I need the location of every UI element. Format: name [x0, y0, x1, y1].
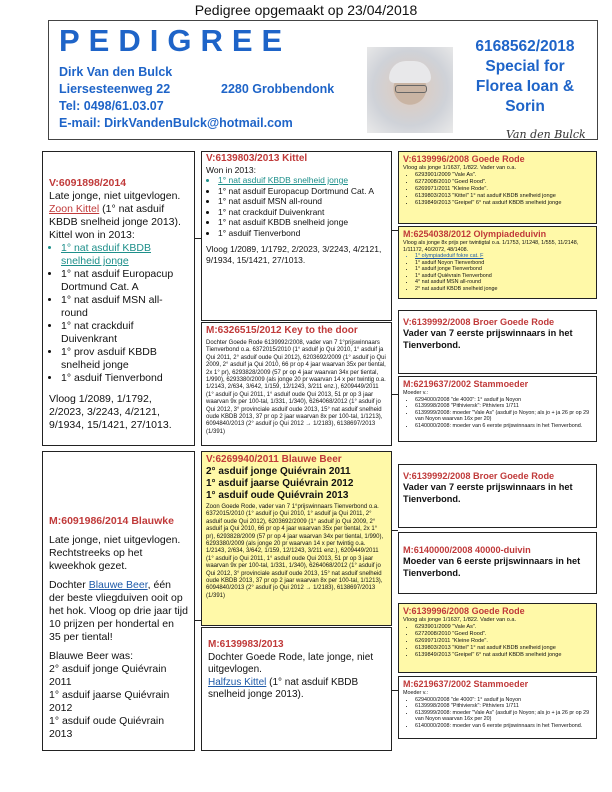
grandfather-maternal-card: [201, 451, 392, 626]
g4-offspring: • 6139998/2008 "Pithiviersk": Pithiviers 1/711: [415, 403, 592, 410]
pedigree-header: [48, 20, 598, 140]
gf-win: • 1° nat crackduif Duivenkrant: [218, 207, 387, 218]
great-grand-1-card: [398, 151, 597, 224]
father-title: V:6091898/2014: [49, 177, 127, 189]
connector: [391, 230, 398, 231]
g4-offspring: • 6139999/2008: moeder "Vale As" (asduif jo Noyon; als jo + ja 26 pr op 29 van Noyon waarvan 16x per 20): [415, 410, 592, 423]
g4-offspring: • 6294000/2008 "de 4000": 1° asduif ja Noyon: [415, 397, 592, 404]
g1-offspring: • 6272008/2010 "Goed Rood".: [415, 179, 592, 186]
g2-win: • 1° olympiadeduif fokre cat. F: [415, 253, 592, 260]
g2-text: Vloog als jonge 8x prijs per twintigtal o.a. 1/1753, 1/1248, 1/555, 11/2148, 1/11172, 40/2072, 48/1408.: [403, 240, 579, 253]
gf-win: • 1° nat asduif KBDB snelheid jonge: [218, 217, 387, 228]
breeder-email[interactable]: E-mail: DirkVandenBulck@hotmail.com: [59, 116, 293, 130]
great-grand-2-card: [398, 226, 597, 299]
mother-win: 2° asduif jonge Quiévrain 2011: [49, 663, 167, 688]
father-info: Late jonge, niet uitgevlogen.: [49, 190, 181, 202]
father-won-label: Kittel won in 2013:: [49, 229, 135, 241]
breeder-city: 2280 Grobbendonk: [221, 82, 335, 96]
g1-offspring: • 6139803/2013 "Kittel" 1° nat asduif KBDB snelheid jonge: [415, 193, 592, 200]
gf-win: • 1° asduif Tienverbond: [218, 228, 387, 239]
g2-win: • 4° nat asduif MSN all-round: [415, 279, 592, 286]
g2-title: M:6254038/2012 Olympiadeduivin: [403, 229, 547, 239]
father-win: • 1° nat asduif KBDB snelheid jonge: [61, 242, 188, 268]
g2-win: • 1° asduif Noyon Tienverbond: [415, 260, 592, 267]
breeder-phone: Tel: 0498/61.03.07: [59, 99, 164, 113]
mgm-title: M:6139983/2013: [208, 639, 284, 650]
g7-offspring: • 6272008/2010 "Goed Rood".: [415, 631, 592, 638]
mother-was-label: Blauwe Beer was:: [49, 650, 134, 662]
mother-info: Late jonge, niet uitgevlogen. Rechtstreeks op het kweekhok gezet.: [49, 534, 181, 572]
great-grand-5-card: [398, 464, 597, 528]
g8-offspring: • 6140000/2008: moeder van 6 eerste prijswinnaars in het Tienverbond.: [415, 723, 592, 730]
g1-offspring: • 6139849/2013 "Greipel" 6° nat asduif KBDB snelheid jonge: [415, 200, 592, 207]
mother-note: , één der beste vliegduiven ooit op het hok. Vloog op drie jaar tijd 10 prijzen per hondertal en 35 per tiental!: [49, 579, 188, 643]
father-win: • 1° asduif Tienverbond: [61, 372, 188, 385]
g5-title: V:6139992/2008 Broer Goede Rode: [403, 471, 555, 481]
gf-won-label: Won in 2013:: [206, 164, 256, 175]
g7-offspring: • 6139803/2013 "Kittel" 1° nat asduif KBDB snelheid jonge: [415, 645, 592, 652]
gf-results: Vloog 1/2089, 1/1792, 2/2023, 3/2243, 4/2121, 9/1934, 15/1421, 27/1013.: [206, 244, 382, 265]
g4-title: M:6219637/2002 Stammoeder: [403, 379, 529, 389]
father-link-note: (1° nat asduif KBDB snelheid jonge 2013).: [49, 203, 181, 228]
grandmother-maternal-card: [201, 627, 392, 751]
mgf-win: 1° asduif oude Quiévrain 2013: [206, 490, 349, 501]
g1-offspring: • 6269971/2011 "Kleine Rode".: [415, 186, 592, 193]
grandmother-paternal-card: [201, 322, 392, 446]
great-grand-6-card: [398, 532, 597, 594]
g4-offspring: • 6140000/2008: moeder van 6 eerste prijswinnaars in het Tienverbond.: [415, 423, 592, 430]
mgf-text: Zoon Goede Rode, vader van 7 1°prijswinnaars Tienverbond o.a. 6372015/2010 (1° asduif jo Qui 2010, 1° asduif ja Qui 2011, 2° asduif oude Qui 2012), 6203692/2009 (1° asduif jo Qui 2009, 2° asduif ja Qui 2010, 66 pr op 4 jaar waarvan 35x per tiental, 2x 1° pr), 6293828/2009 (57 pr op 4 jaar waarvan 34x per tiental, 1/990), 6293380/2009 (als jonge 20 pr waarvan 14 x per twintig o.a. 1/2143, 2/634, 3/642, 1/159, 12/1243, 3/211 enz.), 6209449/2011 (1° asduif jo Qui 2011, 1° asduif oude Qui 2013, 51 pr op 3 jaar waarvan 9x per 100-tal, 1/331, 1/340), 6264068/2012 (1° asduif jo Qui 2012, 3° provinciale asduif oude 2013, 15° nat asduif snelheid oude KBDB 2013, 37 pr op 2 jaar waarvan 8x per 100-tal, 1/1213), 6094840/2013 (2° asduif jo Qui 2012 → 1/2183), 6138697/2013 (1/391): [206, 504, 384, 599]
special-line-3: Sorin: [505, 98, 545, 115]
mother-card: [42, 451, 195, 751]
great-grand-7-card: [398, 603, 597, 673]
g7-offspring: • 6139849/2013 "Greipel" 6° nat asduif KBDB snelheid jonge: [415, 652, 592, 659]
mother-title: M:6091986/2014 Blauwke: [49, 515, 174, 527]
mgf-win: 1° asduif jaarse Quiévrain 2012: [206, 478, 354, 489]
great-grand-8-card: [398, 676, 597, 739]
g3-text: Vader van 7 eerste prijswinnaars in het Tienverbond.: [403, 328, 573, 350]
father-card: [42, 151, 195, 446]
father-win: • 1° nat asduif Europacup Dortmund Cat. A: [61, 268, 188, 294]
father-win: • 1° prov asduif KBDB snelheid jonge: [61, 346, 188, 372]
breeder-street: Liersesteenweg 22: [59, 82, 171, 96]
great-grand-3-card: [398, 310, 597, 374]
g8-title: M:6219637/2002 Stammoeder: [403, 679, 529, 689]
pedigree-heading: PEDIGREE: [59, 23, 292, 58]
special-line-2: Florea Ioan &: [475, 78, 575, 95]
gm-text: Dochter Goede Rode 6139992/2008, vader van 7 1°prijswinnaars Tienverbond o.a. 6372015/2010 (1° asduif jo Qui 2010, 1° asduif ja Qui 2011, 2° asduif oude Qui 2012), 6203692/2009 (1° asduif jo Qui 2009, 2° asduif ja Qui 2010, 66 pr op 4 jaar waarvan 35x per tiental, 2x 1° pr), 6293828/2009 (57 pr op 4 jaar waarvan 34x per tiental, 1/990), 6293380/2009 (als jonge 20 pr waarvan 14 x per twintig o.a. 1/2143, 2/634, 3/642, 1/159, 12/1243, 3/211 enz.), 6209449/2011 (1° asduif jo Qui 2011, 1° asduif oude Qui 2013, 51 pr op 3 jaar waarvan 9x per 100-tal, 1/331, 1/340), 6264068/2012 (1° asduif jo Qui 2012, 3° provinciale asduif oude 2013, 15° nat asduif snelheid oude KBDB 2013, 37 pr op 2 jaar waarvan 8x per 100-tal, 1/1213), 6094840/2013 (2° asduif jo Qui 2012 → 1/2183), 6138697/2013 (1/391): [206, 340, 386, 435]
document-title: Pedigree opgemaakt op 23/04/2018: [194, 2, 418, 18]
mgm-link-note: (1° nat asduif KBDB snelheid jonge 2013).: [208, 676, 359, 700]
father-win: • 1° nat crackduif Duivenkrant: [61, 320, 188, 346]
gm-title: M:6326515/2012 Key to the door: [206, 325, 358, 336]
gf-win: • 1° nat asduif Europacup Dortmund Cat. A: [218, 186, 387, 197]
father-results: Vloog 1/2089, 1/1792, 2/2023, 3/2243, 4/2121, 9/1934, 15/1421, 27/1013.: [49, 393, 172, 431]
g8-offspring: • 6139998/2008 "Pithiviersk": Pithiviers 1/711: [415, 703, 592, 710]
gf-win: • 1° nat asduif MSN all-round: [218, 196, 387, 207]
connector: [391, 690, 398, 691]
g6-text: Moeder van 6 eerste prijswinnaars in het Tienverbond.: [403, 556, 581, 578]
ring-number: 6168562/2018: [475, 38, 575, 55]
g4-mother-of: Moeder v.:: [403, 390, 429, 396]
g8-offspring: • 6294000/2008 "de 4000": 1° asduif ja Noyon: [415, 697, 592, 704]
ring-block: [455, 37, 595, 117]
g8-mother-of: Moeder v.:: [403, 690, 429, 696]
father-win: • 1° nat asduif MSN all-round: [61, 294, 188, 320]
mgm-link[interactable]: Halfzus Kittel: [208, 676, 267, 688]
great-grand-4-card: [398, 376, 597, 442]
g5-text: Vader van 7 eerste prijswinnaars in het Tienverbond.: [403, 482, 573, 504]
g3-title: V:6139992/2008 Broer Goede Rode: [403, 317, 555, 327]
g2-win: • 2° nat asduif KBDB snelheid jonge: [415, 286, 592, 293]
g6-title: M:6140000/2008 40000-duivin: [403, 545, 531, 555]
father-wins: [49, 242, 188, 385]
g2-win: • 1° asduif Quiévrain Tienverbond: [415, 273, 592, 280]
mother-win: 1° asduif jaarse Quiévrain 2012: [49, 689, 170, 714]
gf-title: V:6139803/2013 Kittel: [206, 153, 308, 164]
g1-offspring: • 6293901/2009 "Vale As".: [415, 172, 592, 179]
breeder-photo: [367, 47, 453, 133]
g7-offspring: • 6269971/2011 "Kleine Rode".: [415, 638, 592, 645]
breeder-name: Dirk Van den Bulck: [59, 65, 173, 79]
mgf-title: V:6269940/2011 Blauwe Beer: [206, 454, 342, 465]
signature: Van den Bulck: [506, 128, 586, 141]
mgf-win: 2° asduif jonge Quiévrain 2011: [206, 466, 351, 477]
g1-title: V:6139996/2008 Goede Rode: [403, 154, 525, 164]
mother-daughter-of: Dochter: [49, 579, 89, 591]
mother-win: 1° asduif oude Quiévrain 2013: [49, 715, 165, 740]
special-line-1: Special for: [485, 58, 565, 75]
g8-offspring: • 6139999/2008: moeder "Vale As" (asduif jo Noyon; als jo + ja 26 pr op 29 van Noyon waarvan 16x per 20): [415, 710, 592, 723]
gf-win: • 1° nat asduif KBDB snelheid jonge: [218, 175, 387, 186]
grandfather-paternal-card: [201, 151, 392, 321]
g7-offspring: • 6293901/2009 "Vale As".: [415, 624, 592, 631]
mother-link[interactable]: Blauwe Beer: [88, 579, 148, 591]
g7-intro: Vloog als jonge 1/1637, 1/822. Vader van o.a.: [403, 617, 517, 623]
g7-title: V:6139996/2008 Goede Rode: [403, 606, 525, 616]
connector: [391, 530, 398, 531]
g1-intro: Vloog als jonge 1/1637, 1/822. Vader van o.a.: [403, 165, 517, 171]
g2-win: • 1° asduif jonge Tienverbond: [415, 266, 592, 273]
mgm-info: Dochter Goede Rode, late jonge, niet uitgevlogen.: [208, 651, 374, 675]
connector: [391, 394, 398, 395]
father-link[interactable]: Zoon Kittel: [49, 203, 100, 215]
